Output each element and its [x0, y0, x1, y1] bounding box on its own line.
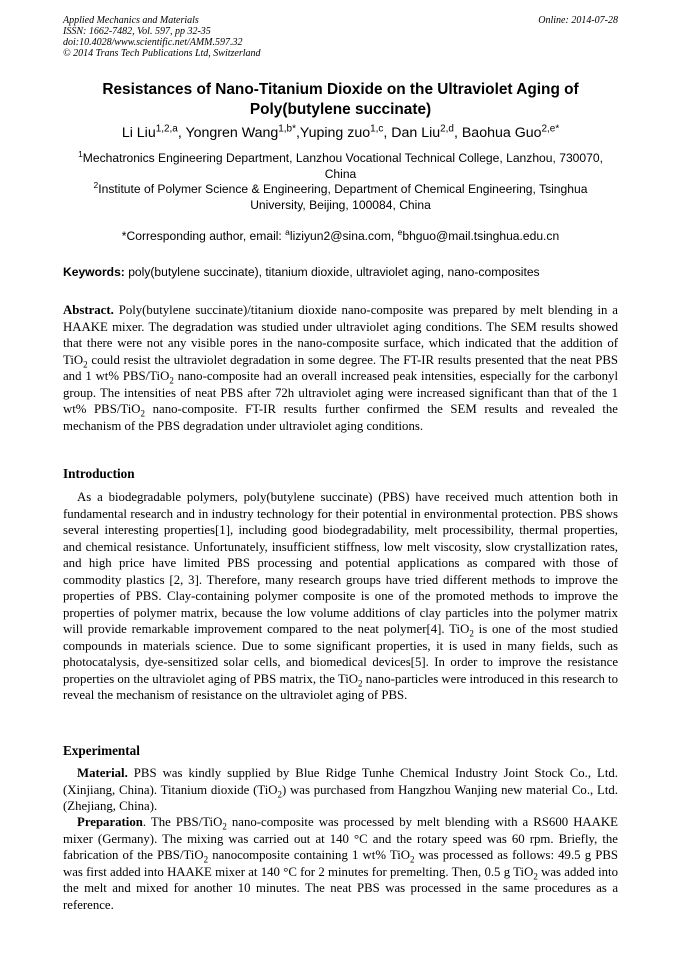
affiliation-line: Institute of Polymer Science & Engineering, Department of Chemical Engineering, Tsinghua [98, 182, 588, 196]
author-name: Yongren Wang [185, 125, 279, 141]
material-paragraph [63, 765, 618, 815]
author-affil-sup: 2,e* [541, 123, 560, 135]
copyright-line: © 2014 Trans Tech Publications Ltd, Switzerland [63, 48, 261, 59]
issn-line: ISSN: 1662-7482, Vol. 597, pp 32-35 [63, 26, 211, 37]
doi-line: doi:10.4028/www.scientific.net/AMM.597.32 [63, 37, 243, 48]
author-affil-sup: 2,d [440, 123, 454, 135]
introduction-heading: Introduction [63, 466, 135, 481]
paragraph-text: is one of the most studied compounds in materials science. Due to some significant properties, it is used in many fields, such as photocatalysis, dye-sensitized solar cells, and biomedical devices[5]. In order to improve the resistance properties on the ultraviolet aging of PBS matrix, the TiO [63, 622, 618, 686]
keywords-label: Keywords: [63, 265, 125, 279]
affiliation-2 [63, 181, 618, 213]
paper-title [63, 80, 618, 120]
subscript: 2 [83, 359, 88, 370]
author-name: Baohua Guo [461, 125, 542, 141]
subscript: 2 [203, 854, 209, 865]
author-affil-sup: 1,2,a [155, 123, 178, 135]
corresponding-prefix: *Corresponding author, email: [121, 229, 286, 243]
title-line-1: Resistances of Nano-Titanium Dioxide on the Ultraviolet Aging of [102, 81, 579, 98]
abstract-text: nano-composite had an overall increased peak intensities, especially for the carbonyl group. The intensities of neat PBS after 72h ultraviolet aging were increased significant than that of the 1 wt% PBS/TiO [63, 369, 619, 416]
subscript: 2 [140, 408, 146, 419]
affiliation-number: 1 [78, 148, 83, 159]
author-separator: , [295, 125, 300, 141]
email-sup: e [397, 226, 403, 237]
subscript: 2 [358, 678, 363, 689]
preparation-paragraph [63, 814, 618, 913]
corresponding-author [63, 228, 618, 244]
author-name: Yuping zuo [299, 125, 371, 141]
paragraph-text: As a biodegradable polymers, poly(butylene succinate) (PBS) have received much attention both in fundamental research and in industry technology for their potential in environmental protection. PBS shows several interesting properties[1], including good biodegradability, melt processibility, thermal properties, and chemical resistance. Unfortunately, insufficient stiffness, low melt viscosity, slow crystallization rates, and high price have limited PBS processing and potential applications as compared with those of commodity plastics [2, 3]. Therefore, many research groups have tried different methods to improve the properties of PBS. Clay-containing polymer composite is one of the promoted methods to improve the properties of polymer matrix, because the low volume additions of clay particles into the polymer matrix will provide remarkable improvement compared to the neat polymer[4]. TiO [63, 490, 618, 636]
subscript: 2 [169, 375, 174, 386]
preparation-label: Preparation [77, 815, 143, 829]
abstract-text: Poly(butylene succinate)/titanium dioxide nano-composite was prepared by melt blending in a HAAKE mixer. The degradation was studied under ultraviolet aging conditions. The SEM results showed that there were not any visible pores in the nano-composite surface, which indicated that the addition of TiO [63, 303, 618, 367]
abstract-label: Abstract. [63, 303, 114, 317]
author-affil-sup: 1,c [370, 123, 384, 135]
subscript: 2 [533, 871, 538, 882]
keywords-text: poly(butylene succinate), titanium dioxide, ultraviolet aging, nano-composites [124, 265, 540, 279]
affiliation-1 [63, 150, 618, 182]
abstract [63, 302, 618, 434]
keywords [63, 264, 618, 280]
subscript: 2 [469, 628, 474, 639]
author-separator: , [383, 125, 392, 141]
paragraph-text: nanocomposite containing 1 wt% TiO [208, 848, 411, 862]
affiliation-line: Mechatronics Engineering Department, Lanzhou Vocational Technical College, Lanzhou, 730070, [82, 151, 603, 165]
paragraph-text: was added into the melt and mixed for another 10 minutes. The neat PBS was processed in the same procedures as a reference. [63, 864, 618, 912]
material-label: Material. [77, 766, 128, 780]
paragraph-text: nano-composite was processed by melt blending with a RS600 HAAKE mixer (Germany). The mixing was carried out at 140 °C and the rotary speed was 60 rpm. Briefly, the fabrication of the PBS/TiO [63, 815, 618, 862]
subscript: 2 [410, 854, 415, 865]
journal-header [63, 15, 618, 59]
author-separator: , [177, 125, 186, 141]
email-separator: , [390, 229, 398, 243]
email-link[interactable]: liziyun2@sina.com [289, 229, 391, 243]
author-name: Li Liu [121, 125, 156, 141]
abstract-text: nano-composite. FT-IR results further confirmed the SEM results and revealed the mechanism of the PBS degradation under ultraviolet aging conditions. [63, 402, 618, 433]
online-date: Online: 2014-07-28 [538, 15, 618, 26]
title-line-2: Poly(butylene succinate) [249, 101, 432, 118]
email-link[interactable]: bhguo@mail.tsinghua.edu.cn [402, 229, 560, 243]
affiliation-line: University, Beijing, 100084, China [250, 198, 431, 212]
abstract-text: could resist the ultraviolet degradation in some degree. The FT-IR results presented that the neat PBS and 1 wt% PBS/TiO [63, 352, 618, 383]
experimental-heading: Experimental [63, 743, 140, 758]
paragraph-text: was processed as follows: 49.5 g PBS was first added into HAAKE mixer at 140 °C for 2 minutes for premelting. Then, 0.5 g TiO [63, 848, 618, 879]
paragraph-text: nano-particles were introduced in this research to reveal the mechanism of resistance on the ultraviolet aging of PBS. [63, 671, 619, 702]
email-sup: a [285, 226, 290, 237]
author-name: Dan Liu [391, 125, 441, 141]
paragraph-text: PBS was kindly supplied by Blue Ridge Tunhe Chemical Industry Joint Stock Co., Ltd. (Xinjiang, China). Titanium dioxide (TiO [63, 766, 618, 797]
subscript: 2 [222, 821, 227, 832]
author-affil-sup: 1,b* [278, 123, 296, 135]
introduction-paragraph [63, 489, 618, 704]
author-separator: , [453, 125, 462, 141]
author-list [63, 124, 618, 142]
paragraph-text: ) was purchased from Hangzhou Wanjing new material Co., Ltd. (Zhejiang, China). [63, 782, 618, 813]
affiliation-line: China [324, 167, 357, 181]
affiliation-number: 2 [93, 179, 99, 190]
subscript: 2 [277, 789, 282, 800]
paragraph-text: . The PBS/TiO [142, 815, 223, 829]
journal-name: Applied Mechanics and Materials [63, 15, 199, 26]
